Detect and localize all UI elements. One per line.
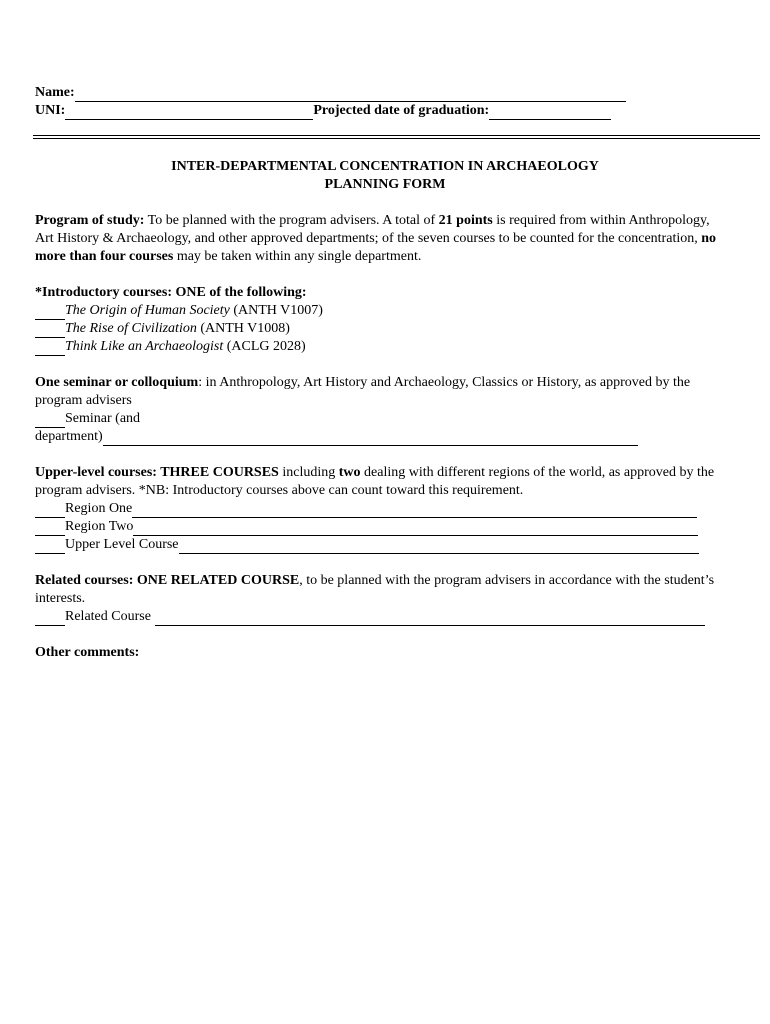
department-limit: no more than four courses [35, 231, 717, 264]
course-title: Think Like an Archaeologist [65, 339, 224, 354]
intro-heading: *Introductory courses: ONE of the following: [35, 285, 307, 300]
region-two-label: Region Two [65, 519, 134, 534]
seminar-field-label: Seminar (and [65, 411, 141, 426]
upper-level-course-row[interactable] [35, 536, 730, 554]
intro-course-1[interactable] [35, 302, 730, 320]
checkbox-blank[interactable] [35, 540, 65, 554]
course-code: (ACLG 2028) [223, 339, 306, 354]
form-title [0, 158, 770, 194]
student-info-header [35, 84, 635, 120]
program-text1: To be planned with the program advisers. A total of [144, 213, 439, 228]
upper-text1: including [278, 465, 339, 480]
divider-top [33, 135, 760, 136]
program-of-study [35, 212, 730, 266]
seminar-text: : in Anthropology, Art History and Archaeology, Classics or History, as approved by the program advisers [35, 375, 691, 408]
region-two-row[interactable] [35, 518, 730, 536]
seminar-description [35, 374, 730, 410]
checkbox-blank[interactable] [35, 342, 65, 356]
other-comments-label: Other comments: [35, 645, 140, 660]
uni-row [35, 102, 635, 120]
upper-level-label: Upper-level courses: THREE COURSES [35, 465, 279, 480]
uni-label: UNI: [35, 103, 66, 118]
graduation-date-label: Projected date of graduation: [313, 103, 490, 118]
intro-course-3[interactable] [35, 338, 730, 356]
upper-level-course-field[interactable] [179, 540, 699, 554]
related-label: Related courses: ONE RELATED COURSE [35, 573, 300, 588]
seminar-department-label: department) [35, 429, 103, 444]
seminar-field-line2[interactable] [35, 428, 730, 446]
checkbox-blank[interactable] [35, 522, 65, 536]
name-label: Name: [35, 85, 75, 100]
related-course-row[interactable] [35, 608, 730, 626]
seminar-field-line1 [35, 410, 730, 428]
points-required: 21 points [438, 213, 493, 228]
related-description [35, 572, 730, 608]
seminar-department-field[interactable] [103, 432, 638, 446]
program-text3: may be taken within any single department. [173, 249, 422, 264]
region-one-label: Region One [65, 501, 133, 516]
form-title-line1: INTER-DEPARTMENTAL CONCENTRATION IN ARCHAEOLOGY [171, 159, 599, 174]
related-text: , to be planned with the program advisers in accordance with the student’s interests. [35, 573, 715, 606]
name-field[interactable] [75, 88, 626, 102]
course-code: (ANTH V1008) [196, 321, 290, 336]
intro-course-2[interactable] [35, 320, 730, 338]
form-body [35, 212, 730, 662]
name-row [35, 84, 635, 102]
program-label: Program of study: [35, 213, 145, 228]
course-title: The Origin of Human Society [65, 303, 230, 318]
course-code: (ANTH V1007) [229, 303, 323, 318]
checkbox-blank[interactable] [35, 324, 65, 338]
course-title: The Rise of Civilization [65, 321, 197, 336]
divider-bottom [33, 138, 760, 139]
checkbox-blank[interactable] [35, 306, 65, 320]
related-course-label: Related Course [65, 609, 151, 624]
upper-text2: dealing with different regions of the world, as approved by the program advisers. *NB: Introductory courses above can count toward this requirement. [35, 465, 715, 498]
form-title-line2: PLANNING FORM [324, 177, 446, 192]
seminar-label: One seminar or colloquium [35, 375, 199, 390]
uni-field[interactable] [65, 106, 313, 120]
checkbox-blank[interactable] [35, 414, 65, 428]
upper-level-description [35, 464, 730, 500]
related-course-field[interactable] [155, 612, 705, 626]
graduation-date-field[interactable] [489, 106, 611, 120]
checkbox-blank[interactable] [35, 612, 65, 626]
region-two-field[interactable] [133, 522, 698, 536]
upper-level-course-label: Upper Level Course [65, 537, 179, 552]
upper-two: two [338, 465, 361, 480]
checkbox-blank[interactable] [35, 504, 65, 518]
program-text2: is required from within Anthropology, Art History & Archaeology, and other approved departments; of the seven courses to be counted for the concentration, [35, 213, 710, 246]
region-one-row[interactable] [35, 500, 730, 518]
region-one-field[interactable] [132, 504, 697, 518]
